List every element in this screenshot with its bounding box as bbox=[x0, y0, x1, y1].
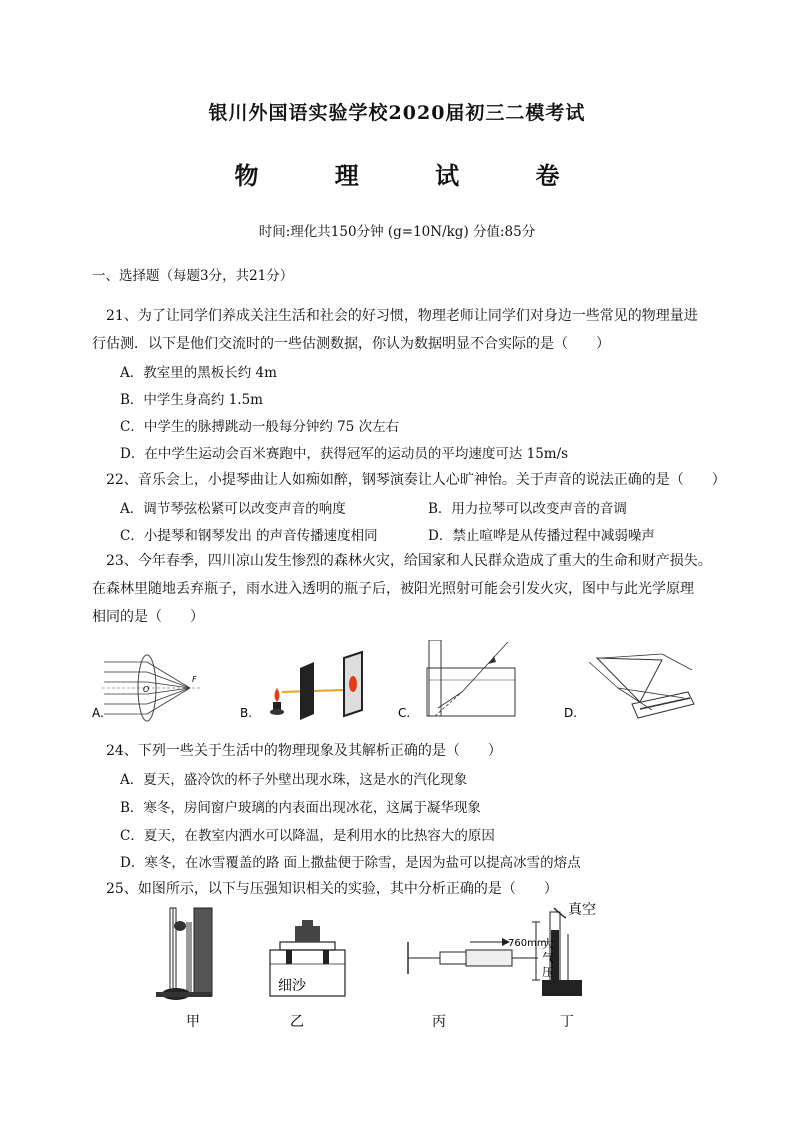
convex-lens-figure bbox=[102, 655, 202, 721]
subject-title: 物 理 试 卷 bbox=[234, 161, 594, 190]
q25-line1: 25、如图所示，以下与压强知识相关的实验，其中分析正确的是（ ） bbox=[106, 881, 558, 897]
q23-label-c: C. bbox=[398, 706, 411, 720]
q21-option-b: B．中学生身高约 1.5m bbox=[120, 392, 263, 408]
q21-option-a: A．教室里的黑板长约 4m bbox=[120, 365, 277, 381]
q21-line2: 行估测．以下是他们交流时的一些估测数据，你认为数据明显不合实际的是（ ） bbox=[92, 336, 610, 352]
q25-caption-ding: 丁 bbox=[560, 1014, 574, 1030]
q22-option-d: D．禁止喧哗是从传播过程中减弱噪声 bbox=[428, 528, 655, 544]
q21-option-c: C．中学生的脉搏跳动一般每分钟约 75 次左右 bbox=[120, 419, 400, 435]
lens-center-label: O bbox=[143, 685, 150, 694]
vacuum-label: 真空 bbox=[568, 902, 596, 918]
pinhole-camera-figure bbox=[270, 652, 362, 720]
prism-dispersion-figure bbox=[589, 654, 694, 718]
refraction-block-figure bbox=[427, 640, 515, 716]
q22-option-b: B．用力拉琴可以改变声音的音调 bbox=[428, 501, 627, 517]
sand-label: 细沙 bbox=[278, 978, 306, 994]
q23-label-a: A. bbox=[92, 706, 104, 720]
q25-caption-bing: 丙 bbox=[432, 1014, 446, 1030]
q23-label-d: D. bbox=[564, 706, 578, 720]
q22-option-c: C．小提琴和钢琴发出 的声音传播速度相同 bbox=[120, 528, 378, 544]
q25-caption-jia: 甲 bbox=[186, 1014, 200, 1030]
q24-option-c: C．夏天，在教室内洒水可以降温，是利用水的比热容大的原因 bbox=[120, 828, 495, 844]
q23-label-b: B. bbox=[240, 706, 253, 720]
q23-line3: 相同的是（ ） bbox=[92, 609, 204, 625]
q25-figures bbox=[150, 902, 610, 1034]
section-title: 一、选择题（每题3分，共21分） bbox=[92, 268, 294, 284]
exam-info: 时间:理化共150分钟 (g=10N/kg) 分值:85分 bbox=[258, 224, 536, 240]
atm-label-3: 压 bbox=[542, 965, 555, 979]
atm-label-1: 大 bbox=[542, 937, 555, 951]
q21-option-d: D．在中学生运动会百米赛跑中，获得冠军的运动员的平均速度可达 15m/s bbox=[120, 446, 569, 462]
q22-line1: 22、音乐会上，小提琴曲让人如痴如醉，钢琴演奏让人心旷神怡。关于声音的说法正确的是（ ） bbox=[106, 472, 726, 488]
q24-option-b: B．寒冬，房间窗户玻璃的内表面出现冰花，这属于凝华现象 bbox=[120, 800, 481, 816]
school-title: 银川外国语实验学校2020届初三二模考试 bbox=[208, 102, 586, 124]
q25-caption-yi: 乙 bbox=[290, 1014, 304, 1030]
q22-option-a: A．调节琴弦松紧可以改变声音的响度 bbox=[120, 501, 346, 517]
q24-option-d: D．寒冬，在冰雪覆盖的路 面上撒盐便于除雪，是因为盐可以提高冰雪的熔点 bbox=[120, 855, 581, 871]
water-column-apparatus-figure bbox=[156, 908, 212, 1000]
atm-label-2: 气 bbox=[542, 951, 555, 965]
q24-option-a: A．夏天，盛冷饮的杯子外壁出现水珠，这是水的汽化现象 bbox=[120, 772, 468, 788]
mercury-height-label: 760mm bbox=[508, 938, 547, 949]
q23-figures bbox=[92, 640, 712, 730]
sand-pressure-figure bbox=[270, 920, 345, 996]
q24-line1: 24、下列一些关于生活中的物理现象及其解析正确的是（ ） bbox=[106, 743, 502, 759]
lens-focus-label: F bbox=[192, 675, 197, 684]
q23-line2: 在森林里随地丢弃瓶子，雨水进入透明的瓶子后，被阳光照射可能会引发火灾，图中与此光学原理 bbox=[92, 581, 694, 597]
q21-line1: 21、为了让同学们养成关注生活和社会的好习惯，物理老师让同学们对身边一些常见的物理量进 bbox=[106, 308, 698, 324]
torricelli-experiment-figure bbox=[508, 902, 596, 996]
q23-line1: 23、今年春季，四川凉山发生惨烈的森林火灾，给国家和人民群众造成了重大的生命和财产损失。 bbox=[106, 553, 712, 569]
